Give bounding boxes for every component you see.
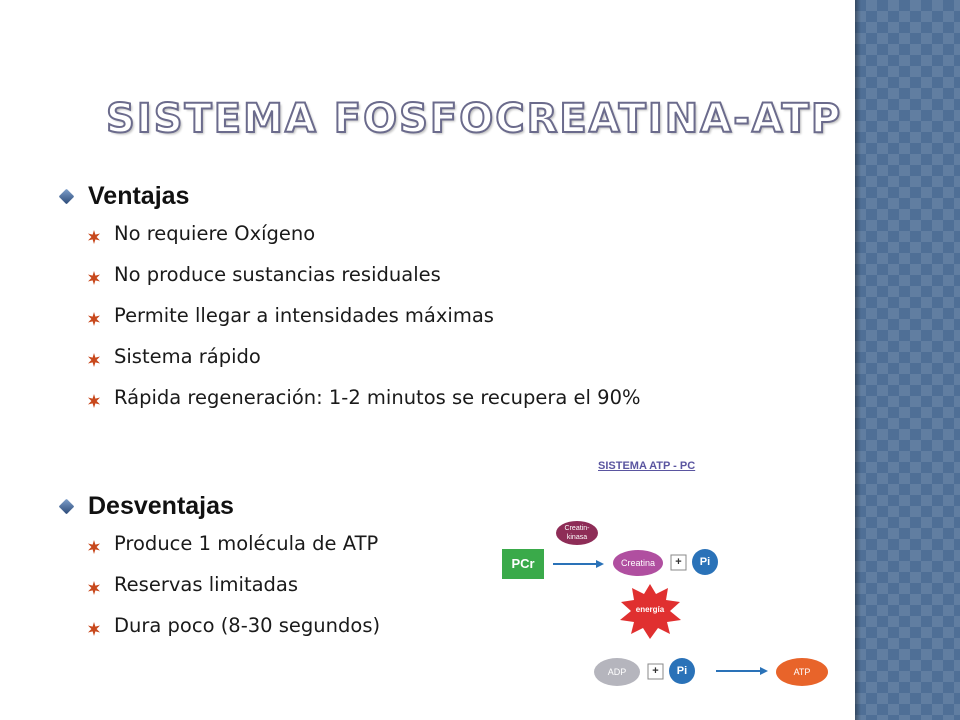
pcr-label: PCr (511, 556, 535, 571)
diagram-title: SISTEMA ATP - PC (598, 460, 696, 472)
list-item-text: Rápida regeneración: 1-2 minutos se recupera el 90% (114, 386, 641, 409)
list-item-text: Permite llegar a intensidades máximas (114, 304, 494, 327)
energia-label: energía (635, 605, 665, 614)
slide-title: SISTEMA FOSFOCREATINA-ATP (106, 96, 843, 142)
pi-label: Pi (676, 665, 688, 677)
adp-label: ADP (607, 667, 627, 677)
pi-label: Pi (699, 556, 711, 568)
list-item-text: Dura poco (8-30 segundos) (114, 614, 381, 637)
list-item-text: Sistema rápido (114, 345, 261, 368)
enzyme-label-line2: kinasa (566, 534, 588, 541)
list-item-text: No requiere Oxígeno (114, 222, 316, 245)
arrow-head-icon (760, 667, 768, 675)
list-item-text: Produce 1 molécula de ATP (114, 532, 379, 555)
creatina-label: Creatina (620, 558, 656, 568)
arrow-head-icon (596, 560, 604, 568)
section-heading: Ventajas (88, 182, 190, 210)
plus-label: + (652, 665, 659, 677)
list-item-text: No produce sustancias residuales (114, 263, 441, 286)
enzyme-label-line1: Creatin- (564, 525, 590, 532)
atp-label: ATP (793, 667, 811, 677)
section-heading: Desventajas (88, 492, 234, 520)
plus-label: + (675, 556, 682, 568)
list-item-text: Reservas limitadas (114, 573, 299, 596)
